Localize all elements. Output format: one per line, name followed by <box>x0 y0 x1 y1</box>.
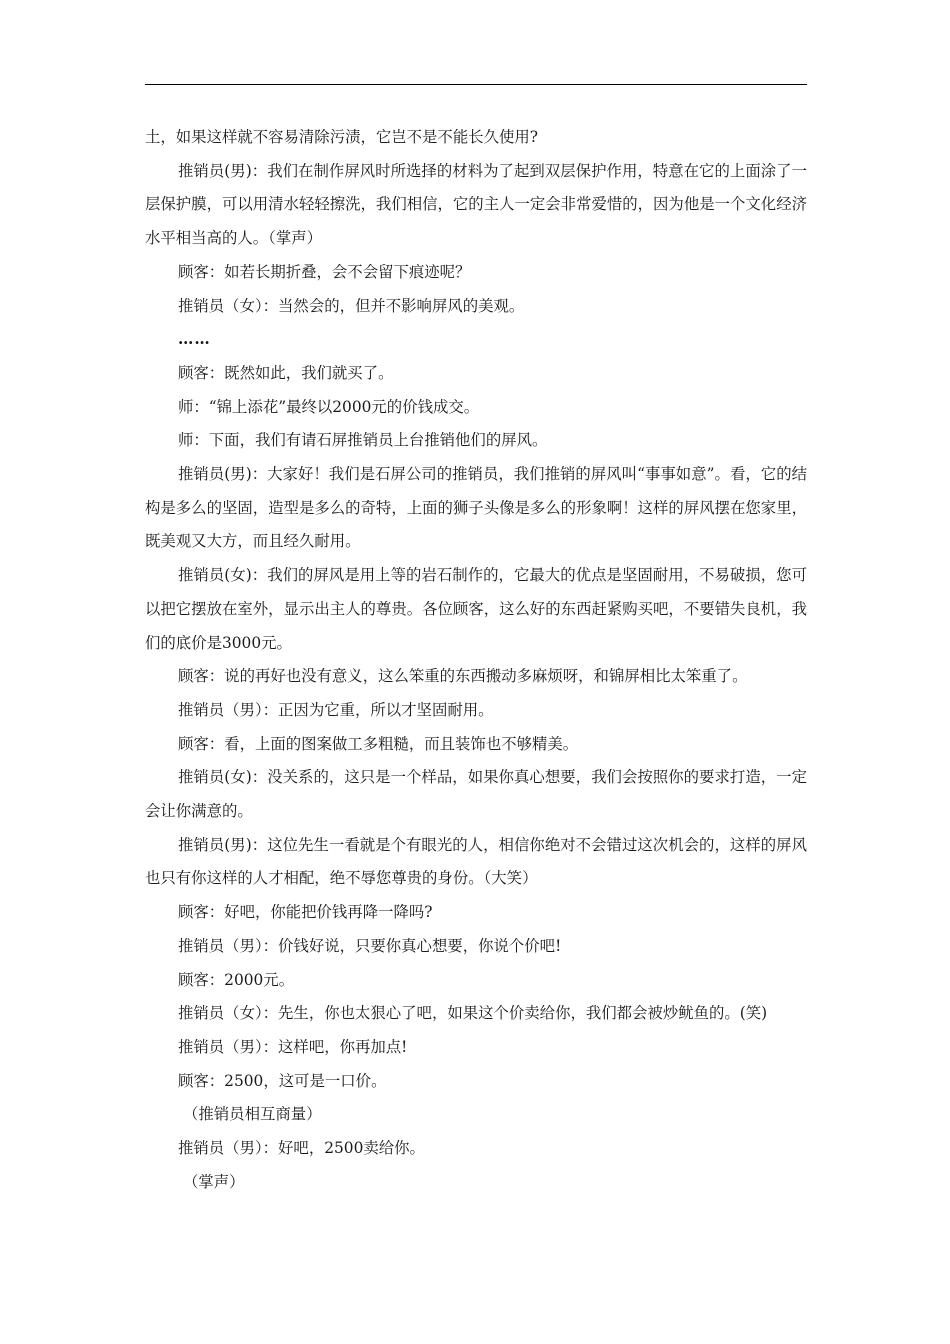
paragraph-customer: 顾客：说的再好也没有意义，这么笨重的东西搬动多麻烦呀，和锦屏相比太笨重了。 <box>178 667 748 686</box>
paragraph-salesman-female: 推销员(女)：没关系的，这只是一个样品，如果你真心想要，我们会按照你的要求打造，一定会让你满意的。 <box>145 768 807 821</box>
paragraph-customer: 顾客：2500，这可是一口价。 <box>178 1071 387 1090</box>
paragraph-salesman-male: 推销员(男)：这位先生一看就是个有眼光的人，相信你绝对不会错过这次机会的，这样的屏风也只有你这样的人才相配，绝不辱您尊贵的身份。（大笑） <box>145 835 807 888</box>
paragraph-salesman-female: 推销员（女）：当然会的，但并不影响屏风的美观。 <box>178 296 525 315</box>
paragraph-customer: 顾客：2000元。 <box>178 970 295 989</box>
paragraph-customer: 顾客：好吧，你能把价钱再降一降吗? <box>178 903 433 922</box>
paragraph-customer: 顾客：既然如此，我们就买了。 <box>178 363 394 382</box>
paragraph-salesman-female: 推销员(女)：我们的屏风是用上等的岩石制作的，它最大的优点是坚固耐用，不易破损，您可以把它摆放在室外，显示出主人的尊贵。各位顾客，这么好的东西赶紧购买吧，不要错失良机，我们的底价是3000元。 <box>145 566 807 652</box>
paragraph-salesman-male: 推销员(男)：我们在制作屏风时所选择的材料为了起到双层保护作用，特意在它的上面涂了一层保护膜，可以用清水轻轻擦洗，我们相信，它的主人一定会非常爱惜的，因为他是一个文化经济水平相当高的人。（掌声） <box>145 161 807 248</box>
paragraph-salesman-female: 推销员（女）：先生，你也太狠心了吧，如果这个价卖给你，我们都会被炒鱿鱼的。(笑) <box>178 1004 768 1023</box>
paragraph-continuation: 土，如果这样就不容易清除污渍，它岂不是不能长久使用? <box>145 128 539 146</box>
paragraph-salesman-male: 推销员（男）：这样吧，你再加点! <box>178 1037 408 1056</box>
paragraph-stage-direction: （掌声） <box>183 1172 245 1191</box>
paragraph-salesman-male: 推销员（男）：正因为它重，所以才坚固耐用。 <box>178 700 494 719</box>
document-body <box>145 121 807 1200</box>
paragraph-ellipsis: …… <box>178 330 211 349</box>
paragraph-stage-direction: （推销员相互商量） <box>183 1105 322 1124</box>
paragraph-customer: 顾客：如若长期折叠，会不会留下痕迹呢？ <box>178 262 471 281</box>
paragraph-teacher: 师：下面，我们有请石屏推销员上台推销他们的屏风。 <box>178 431 548 450</box>
paragraph-salesman-male: 推销员（男）：价钱好说，只要你真心想要，你说个价吧! <box>178 936 562 955</box>
paragraph-salesman-male: 推销员（男）：好吧，2500卖给你。 <box>178 1139 425 1158</box>
paragraph-salesman-male: 推销员(男)：大家好！我们是石屏公司的推销员，我们推销的屏风叫“事事如意”。看，它的结构是多么的坚固，造型是多么的奇特，上面的狮子头像是多么的形象啊！这样的屏风摆在您家里，既美观又大方，而且经久耐用。 <box>145 465 807 551</box>
paragraph-customer: 顾客：看，上面的图案做工多粗糙，而且装饰也不够精美。 <box>178 734 579 753</box>
paragraph-teacher: 师：“锦上添花”最终以2000元的价钱成交。 <box>178 397 480 416</box>
header-rule <box>145 84 807 85</box>
